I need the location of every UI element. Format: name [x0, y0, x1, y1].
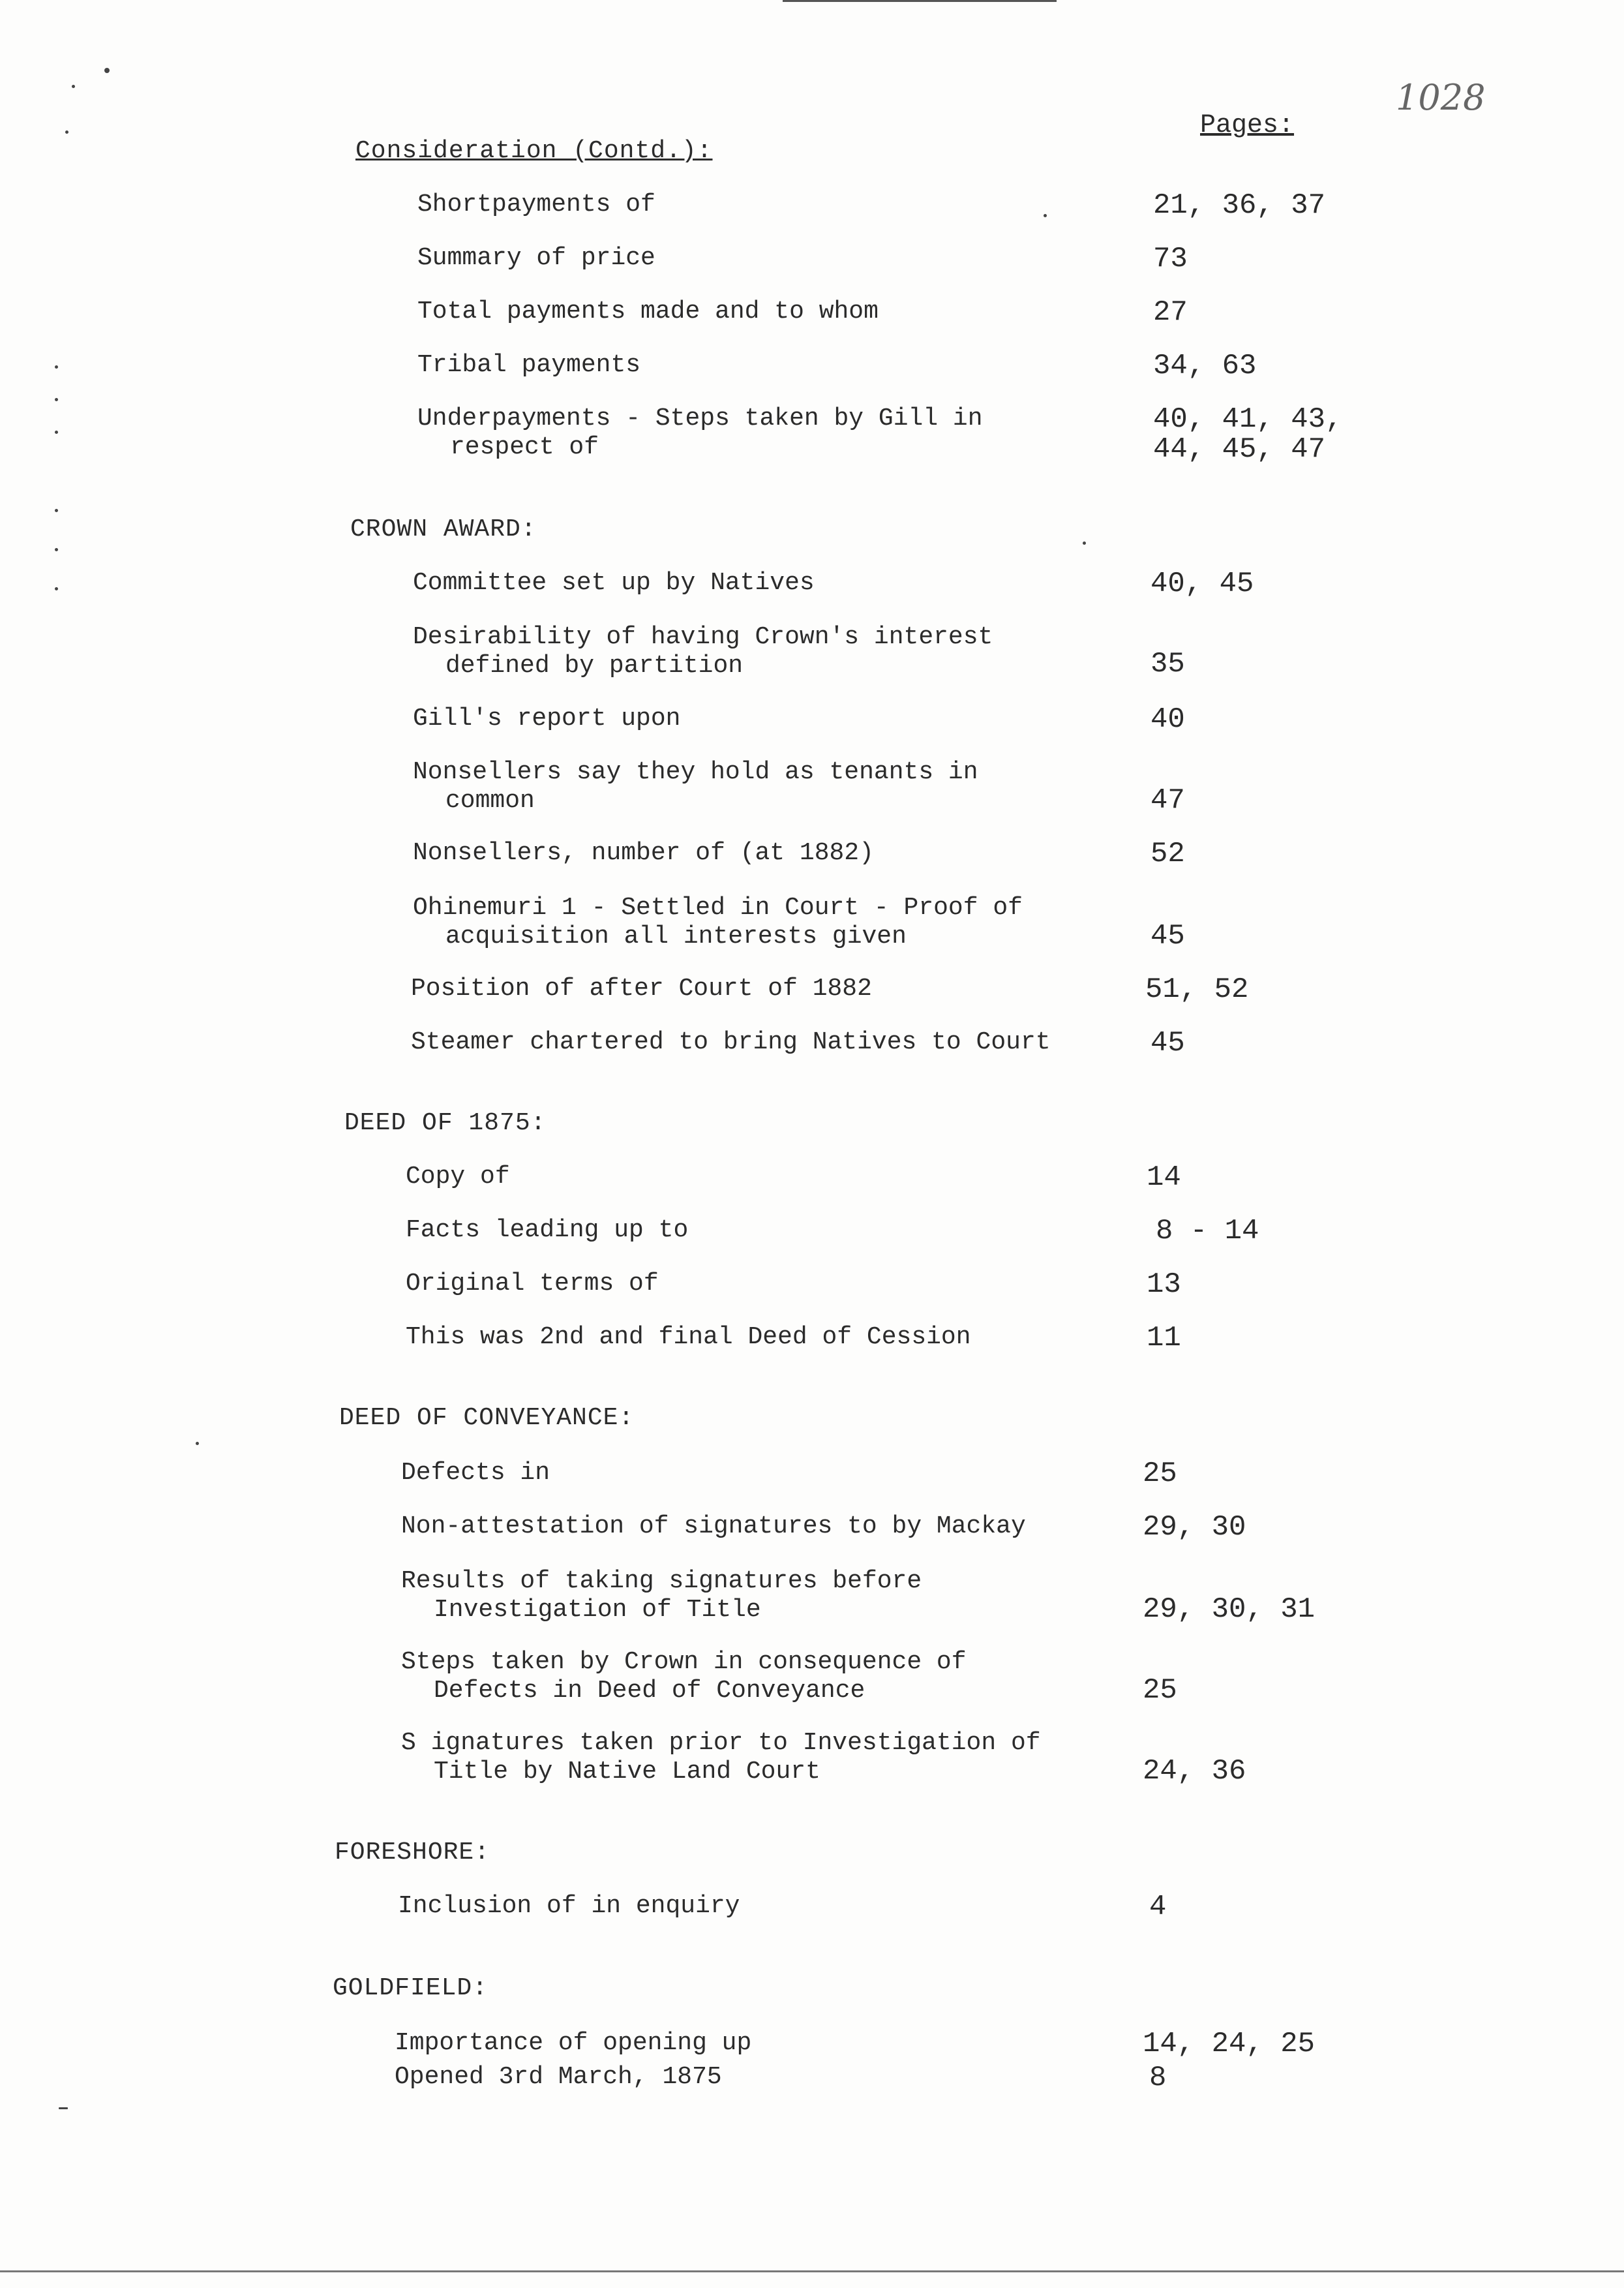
section-title-deed-of-conveyance: DEED OF CONVEYANCE: [339, 1404, 635, 1432]
page-ref: 29, 30 [1143, 1511, 1246, 1544]
index-entry: Underpayments - Steps taken by Gill in [417, 404, 983, 433]
index-entry: Gill's report upon [413, 705, 681, 733]
index-entry: Nonsellers, number of (at 1882) [413, 839, 874, 867]
page-ref: 45 [1150, 1027, 1185, 1060]
index-entry: Ohinemuri 1 - Settled in Court - Proof of [413, 894, 1023, 922]
scan-speck [55, 431, 58, 434]
index-entry-continuation: Title by Native Land Court [434, 1758, 820, 1786]
page-ref: 47 [1150, 784, 1185, 817]
section-title-deed-of-1875: DEED OF 1875: [344, 1109, 547, 1137]
scan-speck [55, 548, 58, 551]
page-ref: 8 [1149, 2062, 1167, 2094]
index-entry: Steamer chartered to bring Natives to Court [411, 1028, 1051, 1056]
index-entry: Importance of opening up [395, 2029, 752, 2057]
index-entry: Inclusion of in enquiry [398, 1892, 740, 1920]
page-ref: 51, 52 [1145, 973, 1249, 1006]
index-entry-continuation: acquisition all interests given [445, 923, 907, 951]
index-entry: Facts leading up to [406, 1216, 689, 1244]
page-ref: 8 - 14 [1156, 1215, 1259, 1247]
index-entry: Opened 3rd March, 1875 [395, 2063, 722, 2091]
index-entry: Non-attestation of signatures to by Mackay [401, 1512, 1026, 1540]
index-entry: Defects in [401, 1459, 550, 1487]
page-ref: 29, 30, 31 [1143, 1593, 1316, 1626]
scan-speck [55, 509, 58, 512]
scan-speck [72, 85, 75, 88]
page-ref: 11 [1147, 1322, 1181, 1354]
page-top-edge [783, 0, 1057, 2]
index-entry: Results of taking signatures before [401, 1567, 922, 1595]
index-entry: S ignatures taken prior to Investigation of [401, 1729, 1041, 1757]
pages-column-header: Pages: [1200, 111, 1295, 140]
index-entry: Shortpayments of [417, 191, 655, 219]
index-entry: Position of after Court of 1882 [411, 975, 872, 1003]
page-ref: 40, 41, 43, 44, 45, 47 [1153, 403, 1343, 466]
page-ref: 73 [1153, 243, 1188, 275]
scan-speck [55, 398, 58, 401]
page-ref: 25 [1143, 1674, 1177, 1707]
section-title-goldfield: GOLDFIELD: [333, 1974, 489, 2002]
index-entry: Tribal payments [417, 351, 641, 379]
index-entry: Summary of price [417, 244, 655, 272]
folio-number: 1028 [1396, 77, 1486, 118]
page-ref: 24, 36 [1143, 1755, 1246, 1788]
section-title-consideration: Consideration (Contd.): [355, 137, 713, 165]
index-entry-continuation: Investigation of Title [434, 1596, 761, 1624]
scan-speck [196, 1442, 199, 1445]
index-entry: Steps taken by Crown in consequence of [401, 1648, 967, 1676]
scan-speck [1044, 214, 1047, 217]
index-entry: Total payments made and to whom [417, 297, 879, 326]
page-ref: 40, 45 [1150, 568, 1254, 600]
index-entry-continuation: defined by partition [445, 652, 744, 680]
index-entry: Committee set up by Natives [413, 569, 815, 597]
index-entry-continuation: common [445, 787, 535, 815]
page-ref: 52 [1150, 838, 1185, 870]
scan-speck [59, 2107, 68, 2109]
index-entry: Nonsellers say they hold as tenants in [413, 758, 978, 786]
page-ref: 45 [1150, 920, 1185, 953]
scan-speck [104, 68, 110, 73]
page-bottom-edge [0, 2270, 1624, 2272]
scan-speck [55, 365, 58, 369]
scan-speck [65, 130, 68, 134]
page-ref: 35 [1150, 648, 1185, 680]
index-entry: This was 2nd and final Deed of Cession [406, 1323, 971, 1351]
index-entry: Desirability of having Crown's interest [413, 623, 993, 651]
page-ref: 14, 24, 25 [1143, 2028, 1316, 2060]
page-ref: 34, 63 [1153, 350, 1257, 382]
index-entry-continuation: respect of [450, 433, 599, 461]
page-ref: 21, 36, 37 [1153, 189, 1326, 222]
page-ref: 40 [1150, 703, 1185, 736]
index-entry-continuation: Defects in Deed of Conveyance [434, 1677, 865, 1705]
page-ref: 25 [1143, 1457, 1177, 1490]
scan-speck [1083, 541, 1086, 545]
page-ref: 4 [1149, 1891, 1167, 1923]
scan-speck [55, 587, 58, 590]
section-title-foreshore: FORESHORE: [335, 1838, 490, 1867]
page-ref: 27 [1153, 296, 1188, 329]
page-ref: 13 [1147, 1268, 1181, 1301]
index-entry: Copy of [406, 1163, 510, 1191]
index-entry: Original terms of [406, 1270, 659, 1298]
page-ref: 14 [1147, 1161, 1181, 1194]
section-title-crown-award: CROWN AWARD: [350, 515, 537, 543]
